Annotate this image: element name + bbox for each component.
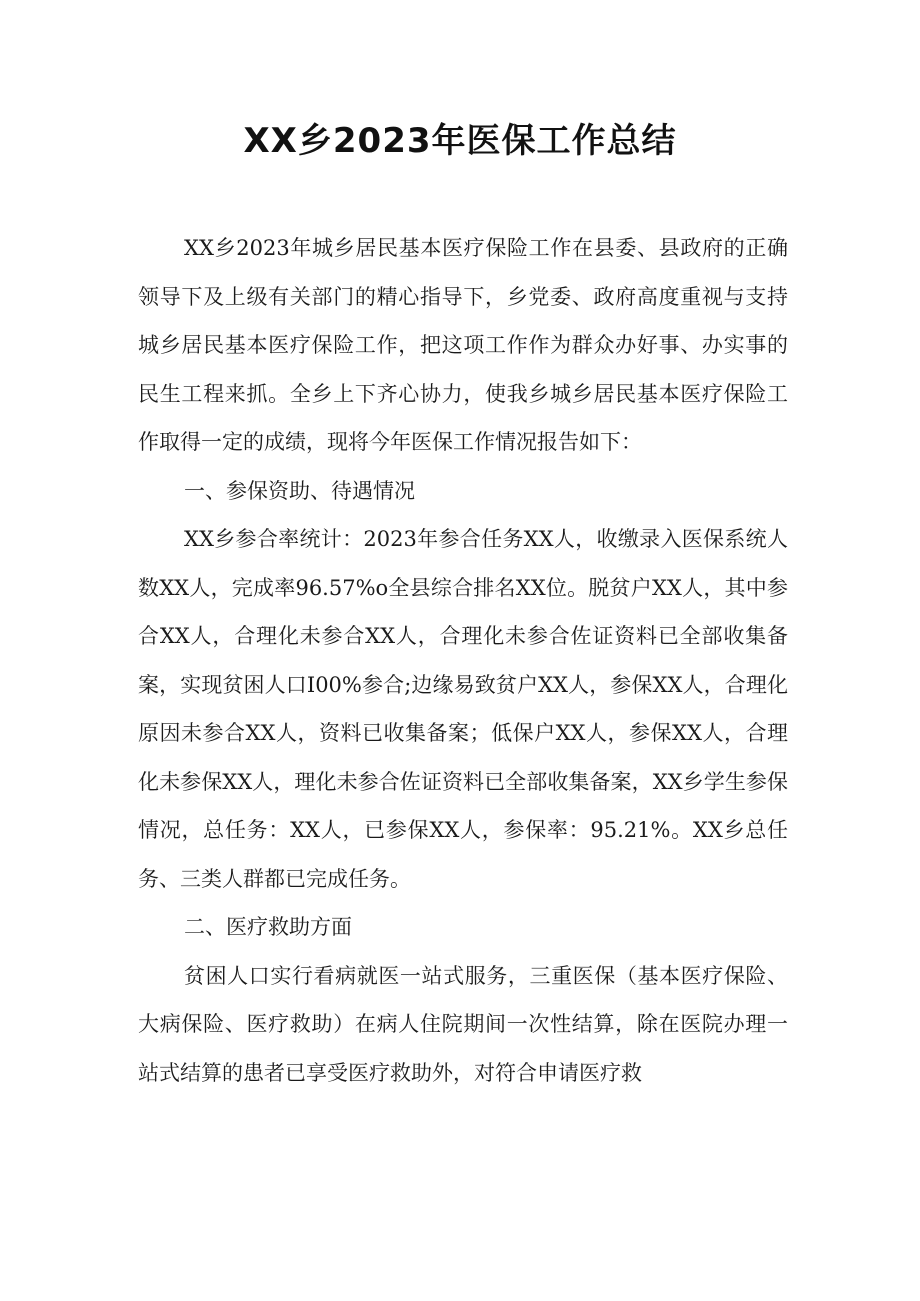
intro-paragraph: XX乡2023年城乡居民基本医疗保险工作在县委、县政府的正确领导下及上级有关部门的精心指导下，乡党委、政府高度重视与支持城乡居民基本医疗保险工作，把这项工作作为群众办好事、办实事的民生工程来抓。全乡上下齐心协力，使我乡城乡居民基本医疗保险工作取得一定的成绩，现将今年医保工作情况报告如下： — [138, 236, 788, 454]
section-heading-medical-aid: 二、医疗救助方面 — [184, 915, 352, 939]
document-title: XX乡2023年医保工作总结 — [243, 121, 677, 161]
document-body — [138, 224, 788, 1097]
medical-aid-paragraph: 贫困人口实行看病就医一站式服务，三重医保（基本医疗保险、大病保险、医疗救助）在病人住院期间一次性结算，除在医院办理一站式结算的患者已享受医疗救助外，对符合申请医疗救 — [138, 963, 788, 1085]
enrollment-paragraph: XX乡参合率统计：2023年参合任务XX人，收缴录入医保系统人数XX人，完成率96.57%o全县综合排名XX位。脱贫户XX人，其中参合XX人，合理化未参合XX人，合理化未参合佐证资料已全部收集备案，实现贫困人口I00%参合;边缘易致贫户XX人，参保XX人，合理化原因未参合XX人，资料已收集备案；低保户XX人，参保XX人，合理化未参保XX人，理化未参合佐证资料已全部收集备案，XX乡学生参保情况，总任务：XX人，已参保XX人，参保率：95.21%。XX乡总任务、三类人群都已完成任务。 — [138, 527, 788, 891]
section-heading-enrollment: 一、参保资助、待遇情况 — [184, 478, 415, 503]
